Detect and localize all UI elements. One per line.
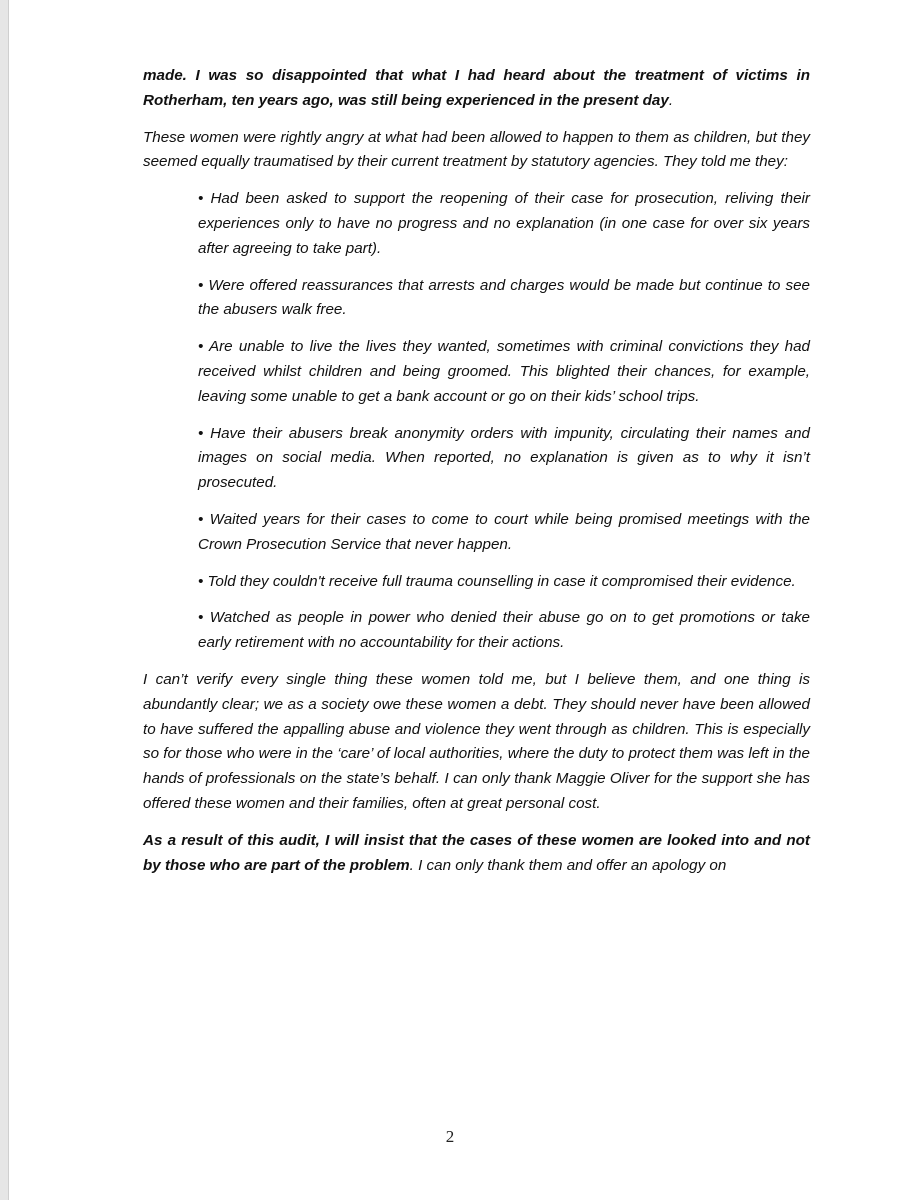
bullet-item: • Waited years for their cases to come to court while being promised meetings with the Crown Prosecution Service that never happen. (198, 510, 810, 553)
bullet-item: • Are unable to live the lives they wanted, sometimes with criminal convictions they had received whilst children and being groomed. This blighted their chances, for example, leaving some unable to get a bank account or go on their kids’ school trips. (198, 338, 810, 405)
document-page (143, 64, 810, 890)
page-number: 2 (445, 1127, 455, 1146)
paragraph-2: These women were rightly angry at what had been allowed to happen to them as children, but they seemed equally traumatised by their current treatment by statutory agencies. They told me they: (143, 128, 810, 171)
bullet-item: • Were offered reassurances that arrests and charges would be made but continue to see the abusers walk free. (198, 276, 810, 319)
paragraph-1-bold: made. I was so disappointed that what I had heard about the treatment of victims in Rotherham, ten years ago, was still being experienced in the present day (143, 67, 810, 109)
paragraph-4-bold: As a result of this audit, I will insist that the cases of these women are looked into and not by those who are part of the problem (143, 831, 810, 874)
paragraph-4-rest: . I can only thank them and offer an apology on (409, 856, 727, 874)
bullet-item: • Have their abusers break anonymity orders with impunity, circulating their names and images on social media. When reported, no explanation is given as to why it isn’t prosecuted. (198, 424, 810, 492)
paragraph-1-end: . (668, 91, 674, 109)
bullet-item: • Told they couldn't receive full trauma counselling in case it compromised their evidence. (198, 572, 796, 590)
bullet-list (143, 187, 810, 656)
page-left-edge (0, 0, 9, 1200)
paragraph-3: I can’t verify every single thing these women told me, but I believe them, and one thing is abundantly clear; we as a society owe these women a debt. They should never have been allowed to have suffered the appalling abuse and violence they went through as children. This is especially so for those who were in the ‘care’ of local authorities, where the duty to protect them was left in the hands of professionals on the state’s behalf. I can only thank Maggie Oliver for the support she has offered these women and their families, often at great personal cost. (143, 670, 810, 812)
paragraph-4 (143, 829, 810, 879)
bullet-item: • Watched as people in power who denied their abuse go on to get promotions or take early retirement with no accountability for their actions. (198, 609, 810, 652)
paragraph-1 (143, 64, 810, 114)
bullet-item: • Had been asked to support the reopening of their case for prosecution, reliving their experiences only to have no progress and no explanation (in one case for over six years after agreeing to take part). (198, 190, 810, 257)
